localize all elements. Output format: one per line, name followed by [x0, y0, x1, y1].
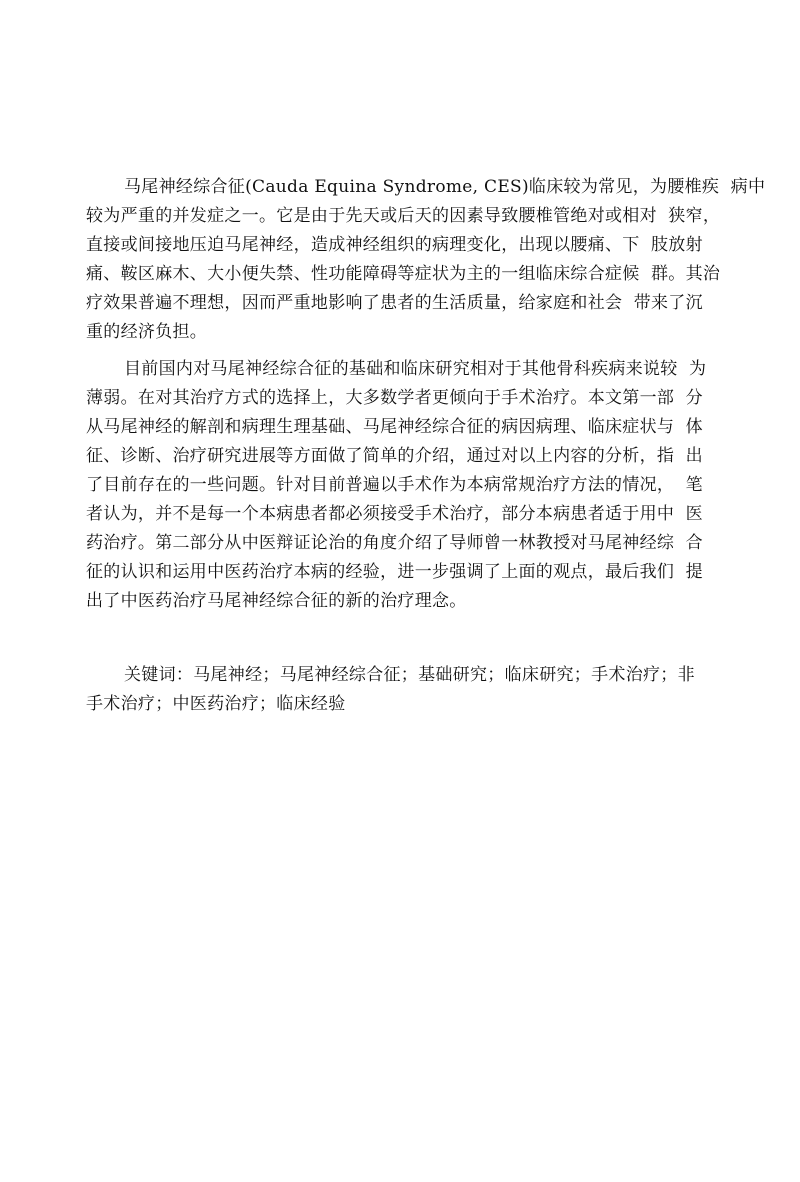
paragraph-line: 较为严重的并发症之一。它是由于先天或后天的因素导致腰椎管绝对或相对 狭窄， — [86, 206, 721, 226]
paragraph-line: 从马尾神经的解剖和病理生理基础、马尾神经综合征的病因病理、临床症状与 体 — [86, 417, 703, 437]
paragraph-line: 痛、鞍区麻木、大小便失禁、性功能障碍等症状为主的一组临床综合症候 群。其治 — [86, 264, 721, 284]
keywords-line: 关键词：马尾神经；马尾神经综合征；基础研究；临床研究；手术治疗；非 — [124, 665, 695, 685]
paragraph-line: 直接或间接地压迫马尾神经，造成神经组织的病理变化，出现以腰痛、下 肢放射 — [86, 235, 703, 255]
paragraph-line: 征、诊断、治疗研究进展等方面做了简单的介绍，通过对以上内容的分析，指 出 — [86, 446, 703, 466]
paragraph-line: 征的认识和运用中医药治疗本病的经验，进一步强调了上面的观点，最后我们 提 — [86, 562, 703, 582]
paragraph-line: 疗效果普遍不理想，因而严重地影响了患者的生活质量，给家庭和社会 带来了沉 — [86, 293, 703, 313]
keywords-line: 手术治疗；中医药治疗；临床经验 — [86, 694, 346, 714]
paragraph-line: 重的经济负担。 — [86, 322, 208, 342]
paragraph-line: 者认为，并不是每一个本病患者都必须接受手术治疗，部分本病患者适于用中 医 — [86, 504, 703, 524]
paragraph-line: 出了中医药治疗马尾神经综合征的新的治疗理念。 — [86, 591, 467, 611]
paragraph-line: 药治疗。第二部分从中医辩证论治的角度介绍了导师曾一林教授对马尾神经综 合 — [86, 533, 703, 553]
paragraph-line: 马尾神经综合征(Cauda Equina Syndrome, CES)临床较为常见，为腰椎疾 病中 — [124, 177, 766, 197]
paragraph-line: 了目前存在的一些问题。针对目前普遍以手术作为本病常规治疗方法的情况， 笔 — [86, 475, 703, 495]
paragraph-line: 目前国内对马尾神经综合征的基础和临床研究相对于其他骨科疾病来说较 为 — [124, 359, 707, 379]
paragraph-line: 薄弱。在对其治疗方式的选择上，大多数学者更倾向于手术治疗。本文第一部 分 — [86, 388, 703, 408]
